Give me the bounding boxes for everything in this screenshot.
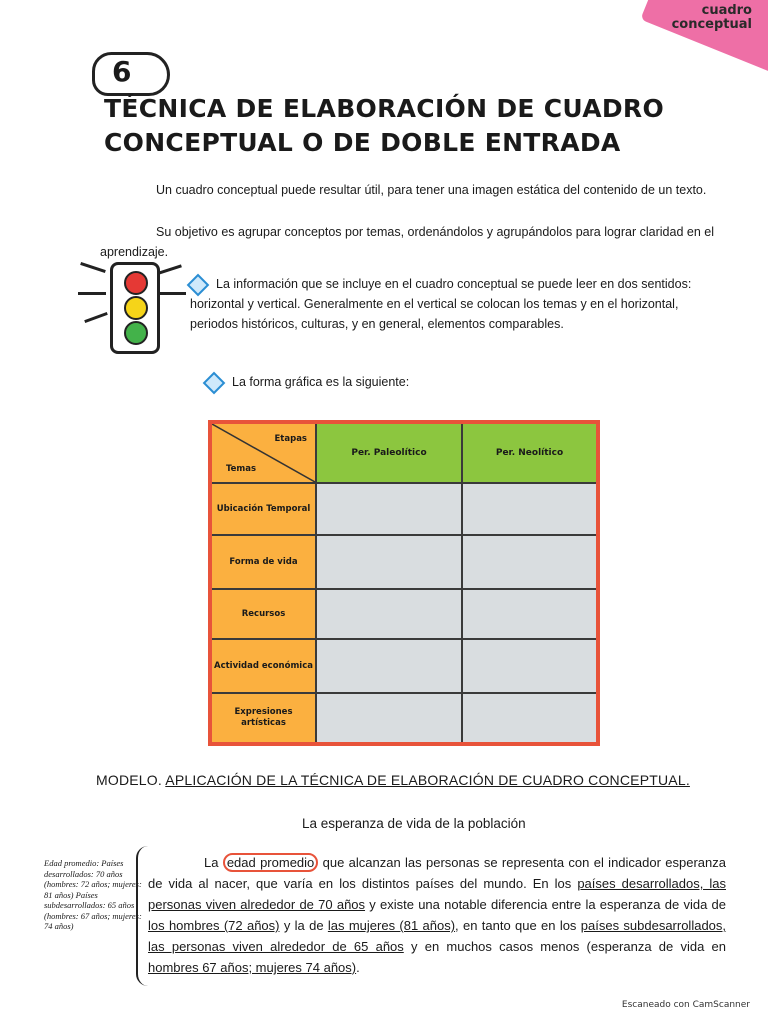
table-row-header: Ubicación Temporal: [212, 484, 315, 534]
reading-title: La esperanza de vida de la población: [302, 816, 526, 831]
diamond-bullet-icon: [203, 371, 226, 394]
table-cell: [463, 694, 596, 742]
body-text-segment: , en tanto que en los: [455, 918, 581, 933]
table-column-header: Per. Paleolítico: [317, 424, 461, 482]
table-row-header: Actividad económica: [212, 640, 315, 692]
body-underlined-segment: hombres 67 años; mujeres 74 años): [148, 960, 357, 975]
diamond-bullet-icon: [187, 273, 210, 296]
table-corner-bottom-label: Temas: [226, 464, 257, 474]
reading-body: [148, 852, 726, 978]
concept-table: [208, 420, 600, 746]
table-cell: [317, 590, 461, 638]
body-text-segment: y en muchos casos menos (esperanza de vida en: [403, 939, 726, 954]
table-cell: [463, 640, 596, 692]
bullet-2-text: La forma gráfica es la siguiente:: [232, 375, 410, 389]
side-note: Edad promedio: Países desarrollados: 70 años (hombres: 72 años; mujeres: 81 años) Países subdesarrollados: 65 años (hombres: 67 años; mujeres: 74 años): [44, 858, 142, 931]
body-text-segment: .: [356, 960, 360, 975]
body-text-segment: y la de: [279, 918, 328, 933]
body-text-segment: y existe una notable diferencia entre la esperanza de vida de: [365, 897, 726, 912]
body-text-segment: que alcanzan las personas se representa con el indicador esperanza de vida al nacer, que varía en los distintos países del mundo. En los: [148, 855, 726, 891]
corner-tab-line1: cuadro: [701, 3, 752, 18]
intro-paragraph-1: Un cuadro conceptual puede resultar útil, para tener una imagen estática del contenido de un texto.: [156, 183, 707, 197]
table-cell: [463, 536, 596, 588]
modelo-prefix: MODELO.: [96, 772, 166, 788]
body-underlined-segment: las mujeres (81 años): [327, 918, 456, 933]
corner-tab-line2: conceptual: [671, 17, 752, 32]
bullet-paragraph-1: [190, 274, 728, 334]
body-circled-term: edad promedio: [223, 853, 318, 872]
table-row-header: Expresiones artísticas: [212, 694, 315, 742]
body-underlined-segment: los hombres (72 años): [148, 918, 280, 933]
table-column-header: Per. Neolítico: [463, 424, 596, 482]
table-row-header: Recursos: [212, 590, 315, 638]
bullet-1-text: La información que se incluye en el cuadro conceptual se puede leer en dos sentidos: horizontal y vertical. Generalmente en el vertical se colocan los temas y en el horizontal, periodos históricos, culturas, y en general, elementos comparables.: [190, 277, 692, 331]
bullet-paragraph-2: [206, 372, 706, 392]
table-cell: [317, 484, 461, 534]
table-row-header: Forma de vida: [212, 536, 315, 588]
scanner-watermark: Escaneado con CamScanner: [621, 1000, 750, 1010]
table-corner-top-label: Etapas: [274, 434, 307, 444]
chapter-number: 6: [112, 55, 132, 88]
body-underlined-segment: países desarrollados, las personas viven alrededor de 70 años: [148, 876, 726, 912]
table-cell: [317, 694, 461, 742]
modelo-title: APLICACIÓN DE LA TÉCNICA DE ELABORACIÓN DE CUADRO CONCEPTUAL.: [165, 772, 690, 788]
page-title: TÉCNICA DE ELABORACIÓN DE CUADRO CONCEPTUAL O DE DOBLE ENTRADA: [104, 94, 665, 157]
table-cell: [317, 536, 461, 588]
table-cell: [463, 590, 596, 638]
corner-tab-label: [672, 4, 752, 32]
table-cell: [317, 640, 461, 692]
modelo-heading: [96, 772, 690, 788]
body-text-segment: La: [204, 855, 223, 870]
table-cell: [463, 484, 596, 534]
body-underlined-segment: países subdesarrollados, las personas viven alrededor de 65 años: [148, 918, 727, 954]
table-corner-cell: [212, 424, 315, 482]
intro-paragraph-2: Su objetivo es agrupar conceptos por temas, ordenándolos y agrupándolos para lograr claridad en el aprendizaje.: [100, 225, 714, 259]
